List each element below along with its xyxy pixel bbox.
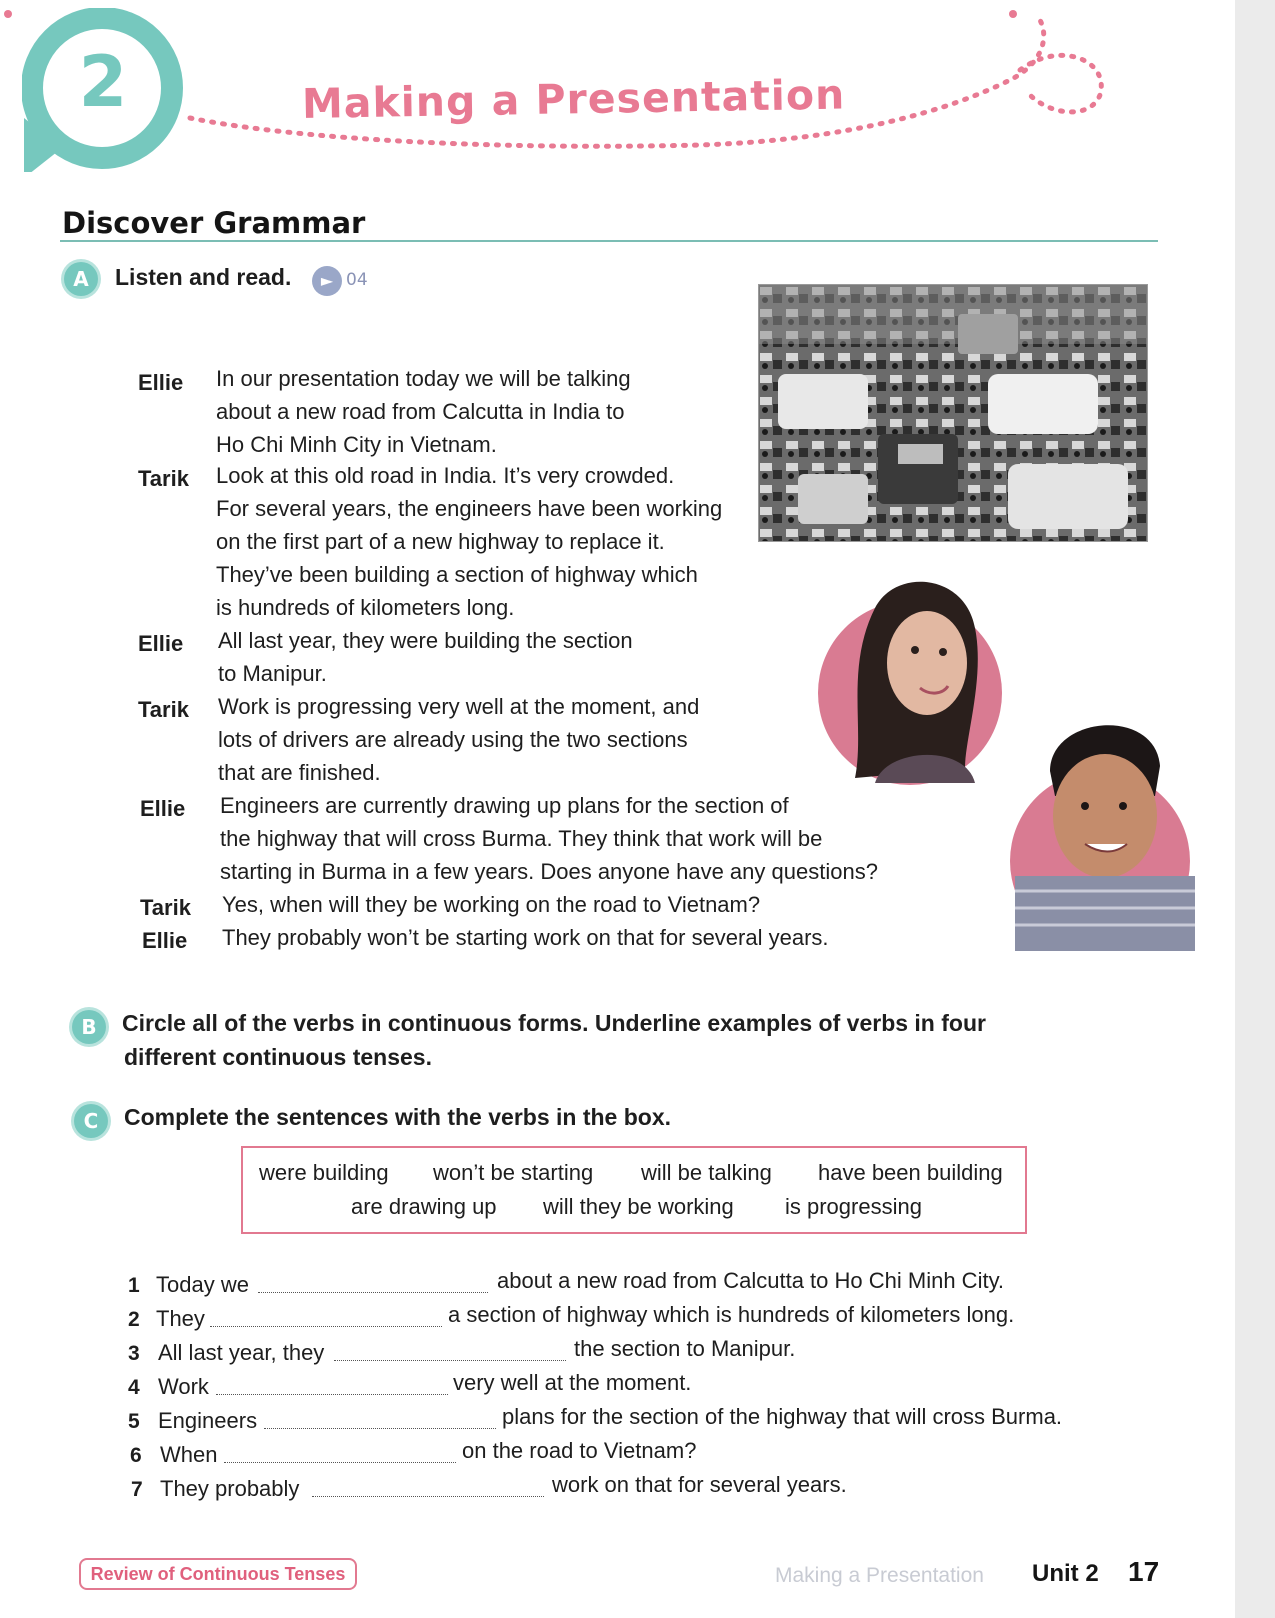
exercise-b-letter: B: [72, 1010, 106, 1044]
audio-track-number: 04: [346, 270, 368, 290]
sentence-start: They probably: [160, 1476, 300, 1501]
dialogue-speaker: Tarik: [138, 697, 189, 722]
sentence-end: about a new road from Calcutta to Ho Chi Minh City.: [497, 1268, 1005, 1293]
exercise-b-instruction-line: different continuous tenses.: [124, 1044, 432, 1070]
sentence-start: Today we: [156, 1272, 249, 1297]
dialogue-line: They’ve been building a section of highway which: [216, 562, 698, 587]
dialogue-line: Engineers are currently drawing up plans for the section of: [220, 793, 789, 818]
answer-blank[interactable]: [216, 1394, 448, 1395]
word-option: will be talking: [641, 1160, 772, 1185]
dialogue-line: Work is progressing very well at the moment, and: [218, 694, 700, 719]
dialogue-speaker: Ellie: [138, 370, 184, 395]
sentence-start: They: [156, 1306, 205, 1331]
section-title: Discover Grammar: [62, 206, 366, 240]
word-option: have been building: [818, 1160, 1003, 1185]
dialogue-line: that are finished.: [218, 760, 381, 785]
dialogue-line: starting in Burma in a few years. Does anyone have any questions?: [220, 859, 878, 884]
section-divider: [60, 240, 1158, 242]
speaker-icon[interactable]: ►: [312, 266, 342, 296]
dialogue-line: Yes, when will they be working on the road to Vietnam?: [222, 892, 761, 917]
sentence-end: a section of highway which is hundreds of kilometers long.: [448, 1302, 1015, 1327]
unit-title: Making a Presentation: [301, 70, 846, 128]
unit-label: Unit 2: [1032, 1560, 1099, 1587]
exercise-b-instruction-line: Circle all of the verbs in continuous forms. Underline examples of verbs in four: [122, 1010, 986, 1036]
sentence-number: 1: [128, 1274, 140, 1297]
answer-blank[interactable]: [258, 1292, 488, 1293]
dialogue-speaker: Ellie: [140, 796, 186, 821]
sentence-end: work on that for several years.: [552, 1472, 847, 1497]
dialogue-speaker: Ellie: [142, 928, 188, 953]
exercise-c-instruction: Complete the sentences with the verbs in the box.: [124, 1104, 672, 1130]
dialogue-line: They probably won’t be starting work on that for several years.: [222, 925, 829, 950]
exercise-a-letter: A: [64, 262, 98, 296]
answer-blank[interactable]: [334, 1360, 566, 1361]
dialogue-line: lots of drivers are already using the two sections: [218, 727, 688, 752]
sentence-number: 6: [130, 1444, 142, 1467]
dialogue-line: All last year, they were building the section: [218, 628, 633, 653]
dialogue-line: Ho Chi Minh City in Vietnam.: [216, 432, 497, 457]
exercise-c-letter: C: [74, 1104, 108, 1138]
traffic-photo: [758, 284, 1148, 542]
sentence-start: Work: [158, 1374, 209, 1399]
sentence-number: 2: [128, 1308, 140, 1331]
page-edge-shadow: [1235, 0, 1275, 1618]
sentence-number: 7: [131, 1478, 143, 1501]
word-option: were building: [259, 1160, 389, 1185]
answer-blank[interactable]: [210, 1326, 442, 1327]
girl-portrait: [815, 568, 1005, 793]
unit-number: 2: [78, 41, 128, 123]
answer-blank[interactable]: [224, 1462, 456, 1463]
sentence-start: All last year, they: [158, 1340, 325, 1365]
sentence-start: When: [160, 1442, 218, 1467]
word-option: is progressing: [785, 1194, 922, 1219]
sentence-number: 4: [128, 1376, 140, 1399]
sentence-number: 5: [128, 1410, 140, 1433]
answer-blank[interactable]: [312, 1496, 544, 1497]
sentence-end: plans for the section of the highway that will cross Burma.: [502, 1404, 1063, 1429]
dialogue-line: In our presentation today we will be talking: [216, 366, 631, 391]
exercise-a-instruction: Listen and read.: [115, 264, 292, 290]
dialogue-line: about a new road from Calcutta in India to: [216, 399, 625, 424]
dialogue-line: is hundreds of kilometers long.: [216, 595, 515, 620]
word-option: will they be working: [543, 1194, 734, 1219]
dialogue-speaker: Ellie: [138, 631, 184, 656]
dialogue-line: the highway that will cross Burma. They think that work will be: [220, 826, 823, 851]
page-number: 17: [1128, 1556, 1160, 1587]
dialogue-line: to Manipur.: [218, 661, 327, 686]
dialogue-speaker: Tarik: [138, 466, 189, 491]
review-tag: Review of Continuous Tenses: [79, 1558, 357, 1590]
sentence-end: the section to Manipur.: [574, 1336, 796, 1361]
sentence-start: Engineers: [158, 1408, 258, 1433]
sentence-end: on the road to Vietnam?: [462, 1438, 697, 1463]
dialogue-line: For several years, the engineers have been working: [216, 496, 723, 521]
dialogue-line: Look at this old road in India. It’s very crowded.: [216, 463, 675, 488]
word-box: [241, 1146, 1027, 1234]
sentence-end: very well at the moment.: [453, 1370, 692, 1395]
sentence-number: 3: [128, 1342, 140, 1365]
dialogue-speaker: Tarik: [140, 895, 191, 920]
running-title: Making a Presentation: [775, 1564, 984, 1587]
word-option: won’t be starting: [433, 1160, 594, 1185]
dialogue-line: on the first part of a new highway to replace it.: [216, 529, 665, 554]
word-option: are drawing up: [351, 1194, 497, 1219]
boy-portrait: [1005, 696, 1195, 951]
answer-blank[interactable]: [264, 1428, 496, 1429]
